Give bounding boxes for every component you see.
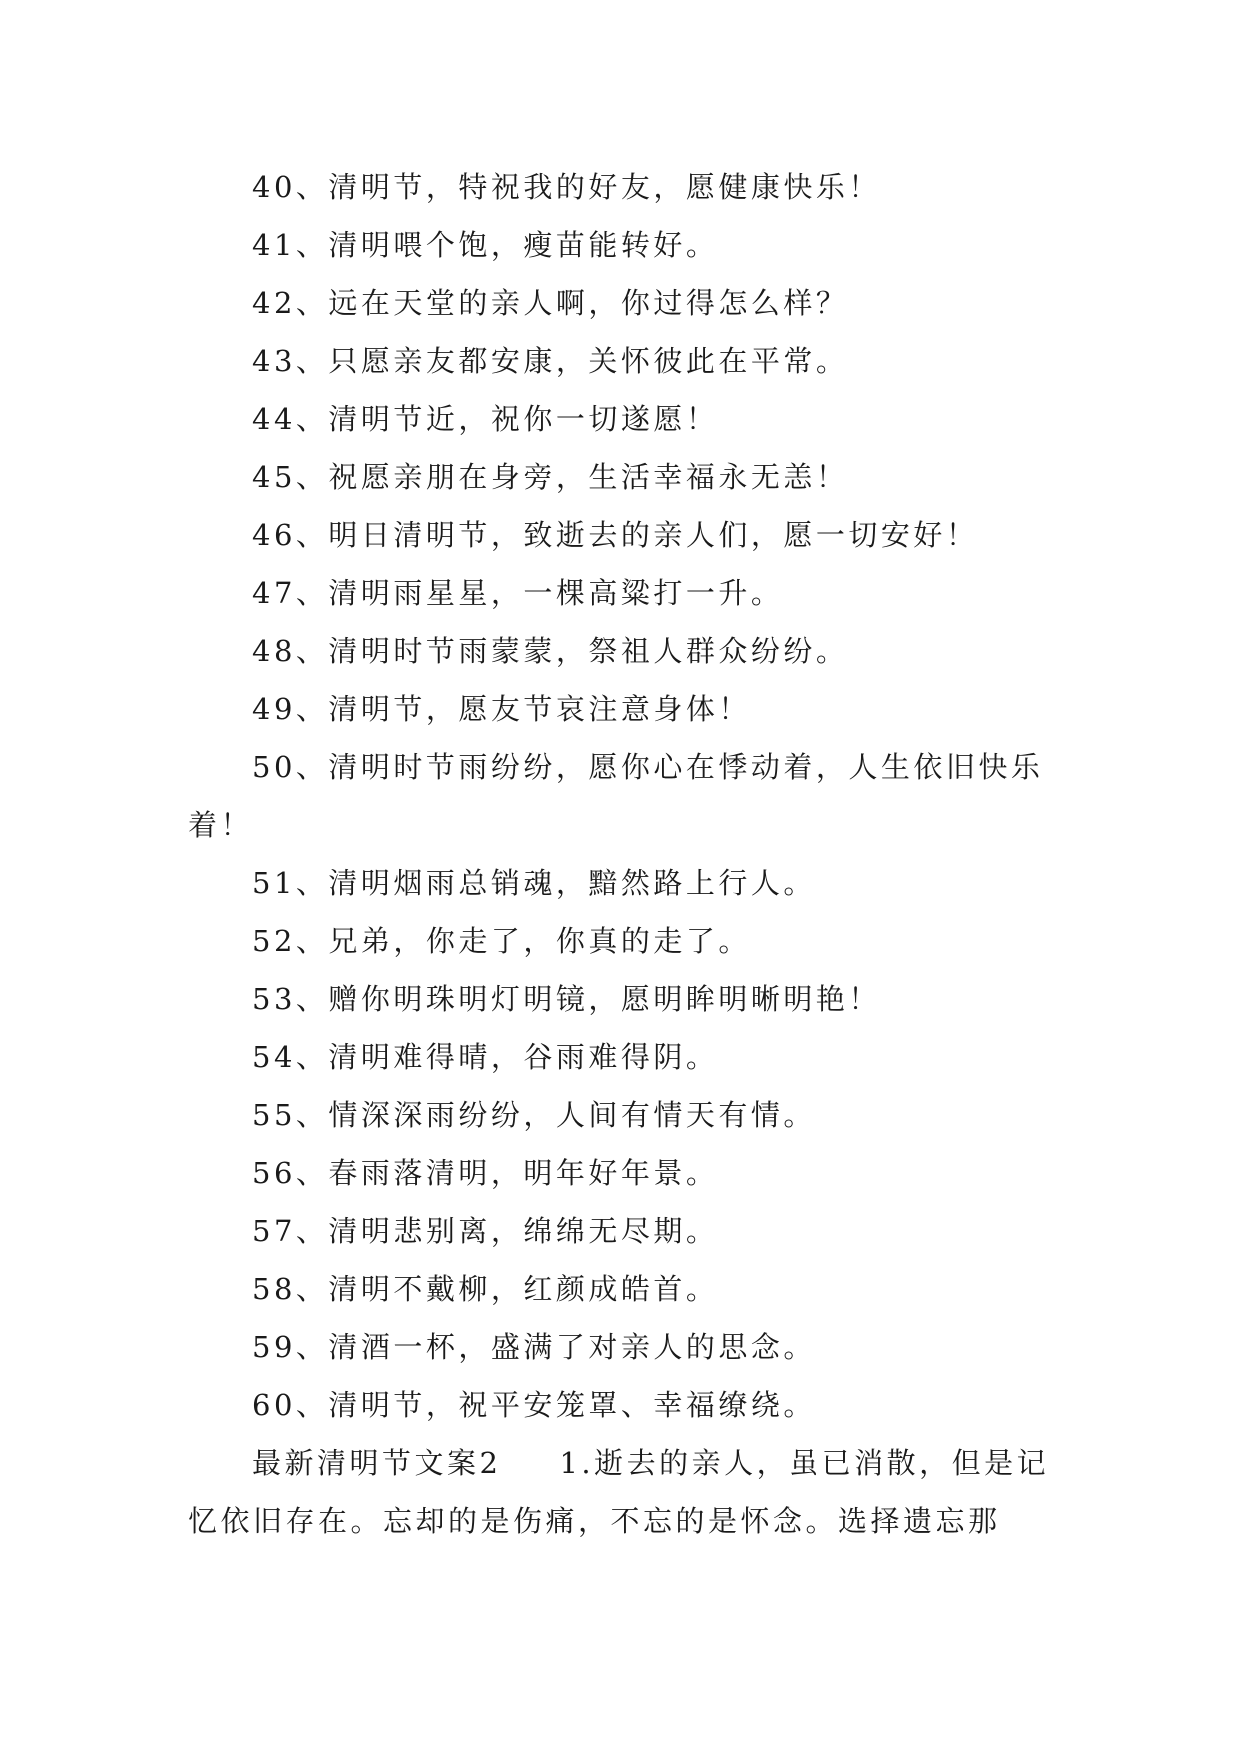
list-item: 55、情深深雨纷纷，人间有情天有情。: [252, 1098, 816, 1132]
list-item: 53、赠你明珠明灯明镜，愿明眸明晰明艳！: [252, 982, 881, 1016]
list-item: 50、清明时节雨纷纷，愿你心在悸动着，人生依旧快乐着！: [188, 750, 1044, 842]
list-item: 56、春雨落清明，明年好年景。: [252, 1156, 719, 1190]
document-body: [188, 158, 1056, 1550]
list-item: 57、清明悲别离，绵绵无尽期。: [252, 1214, 719, 1248]
list-item: 58、清明不戴柳，红颜成皓首。: [252, 1272, 719, 1306]
list-item: 46、明日清明节，致逝去的亲人们，愿一切安好！: [252, 518, 979, 552]
list-item: 45、祝愿亲朋在身旁，生活幸福永无恙！: [252, 460, 849, 494]
list-item: 49、清明节，愿友节哀注意身体！: [252, 692, 751, 726]
list-item: 51、清明烟雨总销魂，黯然路上行人。: [252, 866, 816, 900]
list-item: 43、只愿亲友都安康，关怀彼此在平常。: [252, 344, 849, 378]
section-paragraph: [188, 1434, 1056, 1550]
section-heading: 最新清明节文案2: [252, 1446, 502, 1480]
list-item: 41、清明喂个饱，瘦苗能转好。: [252, 228, 719, 262]
list-item: 60、清明节，祝平安笼罩、幸福缭绕。: [252, 1388, 816, 1422]
list-item: 40、清明节，特祝我的好友，愿健康快乐！: [252, 170, 881, 204]
list-item: 54、清明难得晴，谷雨难得阴。: [252, 1040, 719, 1074]
list-item: 47、清明雨星星，一棵高粱打一升。: [252, 576, 784, 610]
list-item: 48、清明时节雨蒙蒙，祭祖人群众纷纷。: [252, 634, 849, 668]
list-item: 44、清明节近，祝你一切遂愿！: [252, 402, 719, 436]
list-item: 59、清酒一杯，盛满了对亲人的思念。: [252, 1330, 816, 1364]
list-item: 52、兄弟，你走了，你真的走了。: [252, 924, 751, 958]
section-text: 1.逝去的亲人，虽已消散，但是记忆依旧存在。忘却的是伤痛，不忘的是怀念。选择遗忘那: [188, 1446, 1050, 1538]
list-item: 42、远在天堂的亲人啊，你过得怎么样？: [252, 286, 849, 320]
